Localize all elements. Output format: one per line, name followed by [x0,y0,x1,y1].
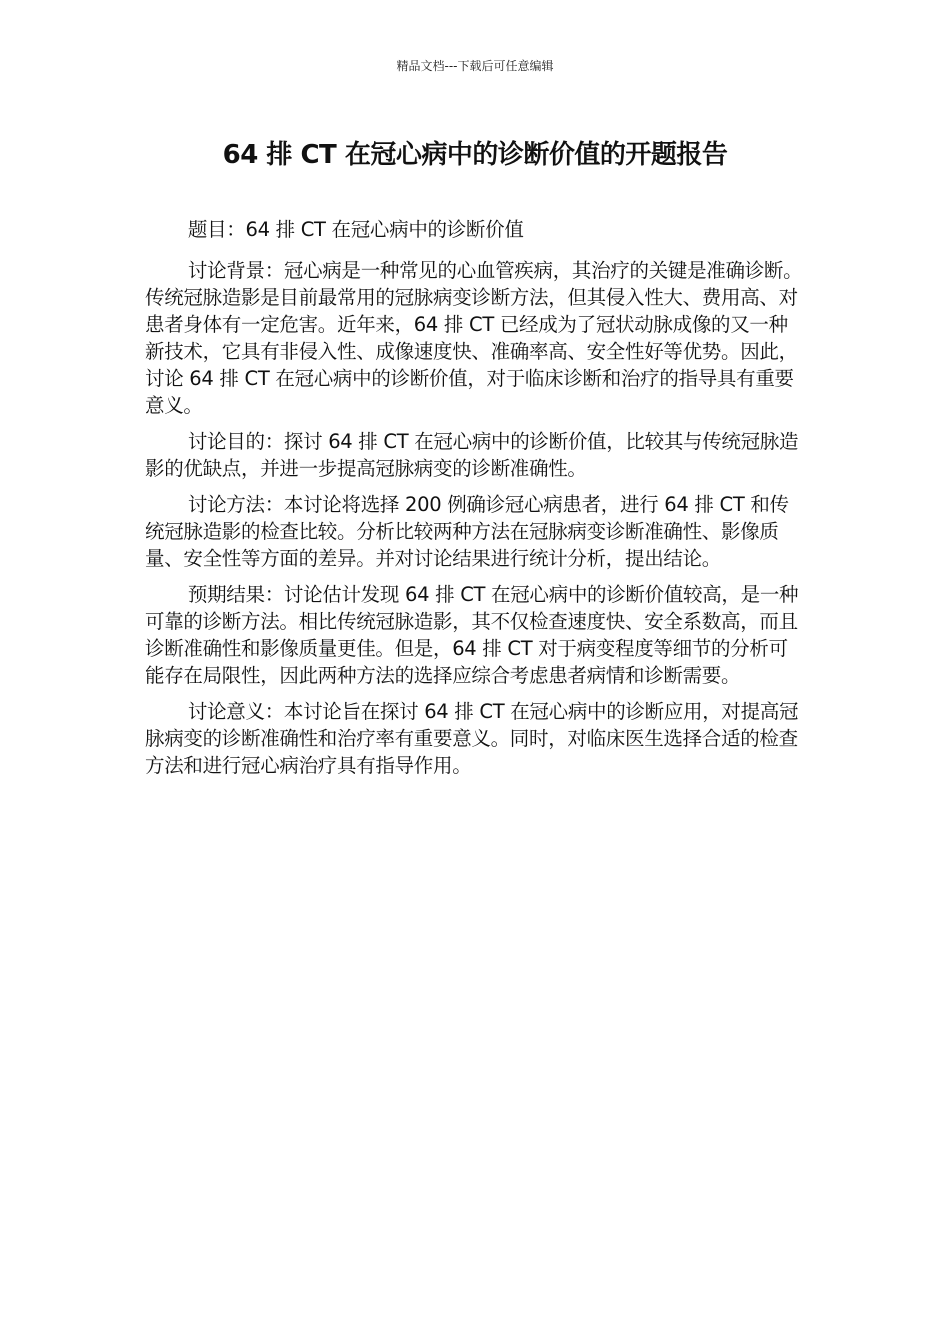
document-title: 64 排 CT 在冠心病中的诊断价值的开题报告 [222,140,728,170]
topic-paragraph: 题目：64 排 CT 在冠心病中的诊断价值 [187,218,524,241]
header-note: 精品文档---下载后可任意编辑 [396,59,554,73]
method-paragraph: 讨论方法：本讨论将选择 200 例确诊冠心病患者，进行 64 排 CT 和传统冠脉造影的检查比较。分析比较两种方法在冠脉病变诊断准确性、影像质量、安全性等方面的差异。并对讨论结果进行统计分析，提出结论。 [145,493,789,570]
expected-results-paragraph: 预期结果：讨论估计发现 64 排 CT 在冠心病中的诊断价值较高，是一种可靠的诊断方法。相比传统冠脉造影，其不仅检查速度快、安全系数高，而且诊断准确性和影像质量更佳。但是，64 排 CT 对于病变程度等细节的分析可能存在局限性，因此两种方法的选择应综合考虑患者病情和诊断需要。 [145,583,799,687]
significance-paragraph: 讨论意义：本讨论旨在探讨 64 排 CT 在冠心病中的诊断应用，对提高冠脉病变的诊断准确性和治疗率有重要意义。同时，对临床医生选择合适的检查方法和进行冠心病治疗具有指导作用。 [145,700,799,777]
purpose-paragraph: 讨论目的：探讨 64 排 CT 在冠心病中的诊断价值，比较其与传统冠脉造影的优缺点，并进一步提高冠脉病变的诊断准确性。 [145,430,799,480]
background-paragraph: 讨论背景：冠心病是一种常见的心血管疾病，其治疗的关键是准确诊断。传统冠脉造影是目前最常用的冠脉病变诊断方法，但其侵入性大、费用高、对患者身体有一定危害。近年来，64 排 CT 已经成为了冠状动脉成像的又一种新技术，它具有非侵入性、成像速度快、准确率高、安全性好等优势。因此，讨论 64 排 CT 在冠心病中的诊断价值，对于临床诊断和治疗的指导具有重要意义。 [145,259,803,417]
document-body [145,216,807,788]
